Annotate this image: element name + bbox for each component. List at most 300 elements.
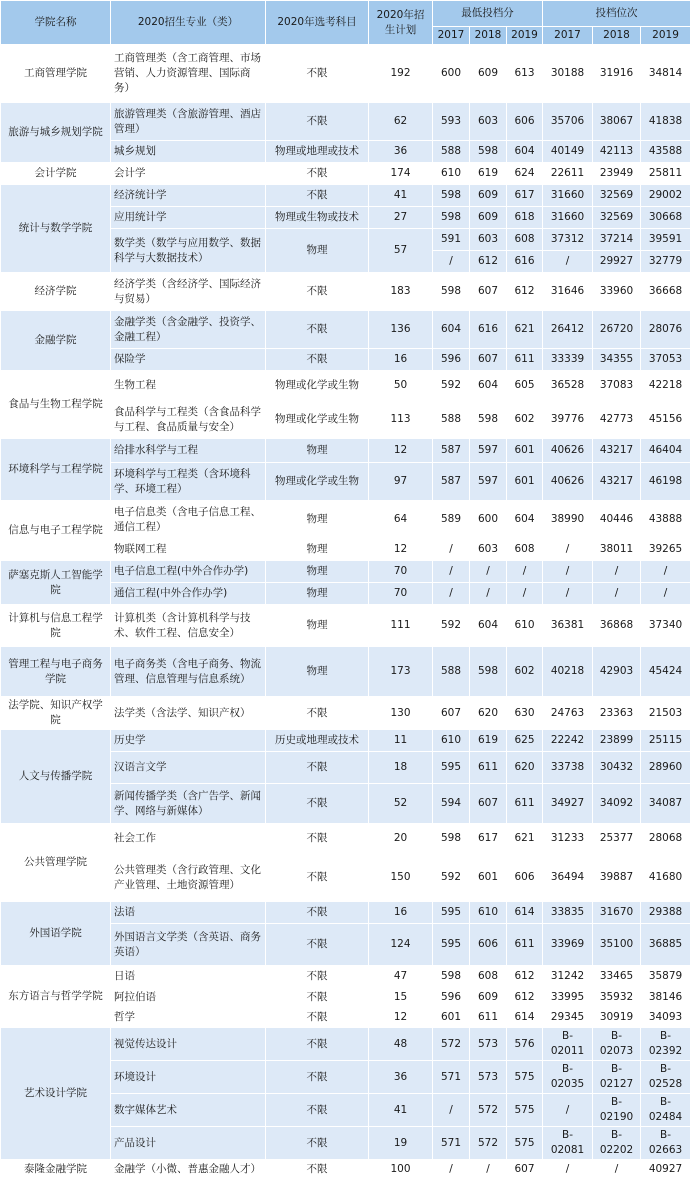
min-score-cell: 610	[433, 163, 470, 185]
rank-cell: 31670	[593, 902, 641, 924]
min-score-cell: 617	[507, 185, 543, 207]
rank-cell: B-02484	[641, 1094, 690, 1127]
plan-cell: 124	[369, 924, 433, 966]
rank-cell: B-02528	[641, 1061, 690, 1094]
subjects-cell: 物理或化学或生物	[266, 401, 369, 439]
rank-cell: 40218	[543, 647, 593, 697]
subjects-cell: 物理	[266, 539, 369, 561]
major-cell: 应用统计学	[111, 207, 266, 229]
rank-cell: 43217	[593, 439, 641, 463]
plan-cell: 136	[369, 311, 433, 349]
rank-cell: 42218	[641, 371, 690, 401]
major-cell: 环境设计	[111, 1061, 266, 1094]
plan-cell: 192	[369, 45, 433, 103]
rank-cell: 40626	[543, 439, 593, 463]
major-cell: 环境科学与工程类（含环境科学、环境工程）	[111, 463, 266, 501]
min-score-cell: 611	[507, 784, 543, 824]
rank-cell: 35100	[593, 924, 641, 966]
rank-cell: 36381	[543, 605, 593, 647]
min-score-cell: 610	[433, 730, 470, 752]
min-score-cell: 605	[507, 371, 543, 401]
min-score-cell: 609	[470, 988, 507, 1008]
plan-cell: 150	[369, 854, 433, 902]
rank-cell: 42903	[593, 647, 641, 697]
school-name-cell: 信息与电子工程学院	[1, 501, 111, 561]
min-score-cell: 616	[470, 311, 507, 349]
min-score-cell: 625	[507, 730, 543, 752]
plan-cell: 16	[369, 902, 433, 924]
rank-cell: 35879	[641, 966, 690, 988]
rank-cell: 39887	[593, 854, 641, 902]
rank-cell: 37083	[593, 371, 641, 401]
subjects-cell: 物理或地理或技术	[266, 141, 369, 163]
school-name-cell: 法学院、知识产权学院	[1, 697, 111, 730]
min-score-cell: 592	[433, 854, 470, 902]
table-body	[1, 45, 690, 1180]
major-cell: 数学类（数学与应用数学、数据科学与大数据技术）	[111, 229, 266, 273]
major-cell: 哲学	[111, 1008, 266, 1028]
rank-cell: /	[593, 561, 641, 583]
min-score-cell: 595	[433, 752, 470, 784]
min-score-cell: 573	[470, 1028, 507, 1061]
rank-cell: 36868	[593, 605, 641, 647]
rank-cell: 39591	[641, 229, 690, 251]
plan-cell: 62	[369, 103, 433, 141]
rank-cell: 46404	[641, 439, 690, 463]
rank-cell: 23363	[593, 697, 641, 730]
subjects-cell: 不限	[266, 988, 369, 1008]
min-score-cell: 621	[507, 824, 543, 854]
rank-cell: 23899	[593, 730, 641, 752]
major-cell: 金融学（小微、普惠金融人才）	[111, 1160, 266, 1180]
subjects-cell: 不限	[266, 45, 369, 103]
major-cell: 新闻传播学类（含广告学、新闻学、网络与新媒体）	[111, 784, 266, 824]
min-score-cell: 630	[507, 697, 543, 730]
subjects-cell: 不限	[266, 697, 369, 730]
min-score-cell: 614	[507, 902, 543, 924]
min-score-cell: 609	[470, 185, 507, 207]
rank-cell: 30919	[593, 1008, 641, 1028]
min-score-cell: 575	[507, 1127, 543, 1160]
min-score-cell: 604	[470, 605, 507, 647]
school-name-cell: 会计学院	[1, 163, 111, 185]
plan-cell: 12	[369, 1008, 433, 1028]
min-score-cell: 600	[470, 501, 507, 539]
min-score-cell: 602	[507, 401, 543, 439]
rank-cell: B-02081	[543, 1127, 593, 1160]
rank-cell: 34093	[641, 1008, 690, 1028]
rank-cell: /	[641, 583, 690, 605]
min-score-cell: 596	[433, 988, 470, 1008]
rank-cell: 30188	[543, 45, 593, 103]
rank-cell: B-02035	[543, 1061, 593, 1094]
rank-cell: 32569	[593, 185, 641, 207]
major-cell: 视觉传达设计	[111, 1028, 266, 1061]
school-name-cell: 统计与数学学院	[1, 185, 111, 273]
rank-cell: 31660	[543, 207, 593, 229]
min-score-cell: /	[433, 251, 470, 273]
rank-cell: 34927	[543, 784, 593, 824]
rank-cell: 45156	[641, 401, 690, 439]
plan-cell: 64	[369, 501, 433, 539]
rank-cell: B-02073	[593, 1028, 641, 1061]
table-row	[1, 1028, 690, 1061]
rank-cell: 33960	[593, 273, 641, 311]
rank-cell: 40446	[593, 501, 641, 539]
min-score-cell: 571	[433, 1061, 470, 1094]
min-score-cell: 598	[470, 141, 507, 163]
min-score-cell: /	[507, 583, 543, 605]
min-score-cell: /	[470, 583, 507, 605]
subjects-cell: 物理或化学或生物	[266, 371, 369, 401]
rank-cell: B-02202	[593, 1127, 641, 1160]
table-row	[1, 501, 690, 539]
rank-cell: 38011	[593, 539, 641, 561]
header-score-year: 2019	[507, 27, 543, 45]
major-cell: 日语	[111, 966, 266, 988]
school-name-cell: 公共管理学院	[1, 824, 111, 902]
subjects-cell: 历史或地理或技术	[266, 730, 369, 752]
rank-cell: 36528	[543, 371, 593, 401]
rank-cell: 36494	[543, 854, 593, 902]
subjects-cell: 不限	[266, 1008, 369, 1028]
min-score-cell: 598	[433, 207, 470, 229]
min-score-cell: 587	[433, 439, 470, 463]
subjects-cell: 物理	[266, 501, 369, 539]
min-score-cell: 604	[470, 371, 507, 401]
min-score-cell: 589	[433, 501, 470, 539]
min-score-cell: 609	[470, 207, 507, 229]
rank-cell: 26720	[593, 311, 641, 349]
header-score-year: 2017	[433, 27, 470, 45]
header-major: 2020招生专业（类）	[111, 1, 266, 45]
rank-cell: 40927	[641, 1160, 690, 1180]
school-name-cell: 东方语言与哲学学院	[1, 966, 111, 1028]
plan-cell: 97	[369, 463, 433, 501]
school-name-cell: 管理工程与电子商务学院	[1, 647, 111, 697]
min-score-cell: 591	[433, 229, 470, 251]
min-score-cell: /	[507, 561, 543, 583]
min-score-cell: 602	[507, 647, 543, 697]
rank-cell: /	[543, 561, 593, 583]
rank-cell: 36885	[641, 924, 690, 966]
rank-cell: 41680	[641, 854, 690, 902]
rank-cell: 31233	[543, 824, 593, 854]
min-score-cell: 610	[507, 605, 543, 647]
subjects-cell: 不限	[266, 1127, 369, 1160]
major-cell: 旅游管理类（含旅游管理、酒店管理）	[111, 103, 266, 141]
min-score-cell: 607	[470, 349, 507, 371]
header-rank-year: 2018	[593, 27, 641, 45]
plan-cell: 113	[369, 401, 433, 439]
min-score-cell: 611	[470, 752, 507, 784]
min-score-cell: /	[470, 1160, 507, 1180]
rank-cell: 33969	[543, 924, 593, 966]
min-score-cell: 594	[433, 784, 470, 824]
rank-cell: B-02663	[641, 1127, 690, 1160]
school-name-cell: 泰隆金融学院	[1, 1160, 111, 1180]
min-score-cell: 592	[433, 605, 470, 647]
rank-cell: B-02392	[641, 1028, 690, 1061]
min-score-cell: 598	[433, 824, 470, 854]
plan-cell: 174	[369, 163, 433, 185]
rank-cell: 31242	[543, 966, 593, 988]
min-score-cell: 612	[507, 988, 543, 1008]
major-cell: 保险学	[111, 349, 266, 371]
plan-cell: 70	[369, 583, 433, 605]
min-score-cell: 607	[507, 1160, 543, 1180]
school-name-cell: 工商管理学院	[1, 45, 111, 103]
major-cell: 食品科学与工程类（含食品科学与工程、食品质量与安全）	[111, 401, 266, 439]
subjects-cell: 物理	[266, 647, 369, 697]
table-row	[1, 1160, 690, 1180]
major-cell: 通信工程(中外合作办学)	[111, 583, 266, 605]
plan-cell: 15	[369, 988, 433, 1008]
subjects-cell: 不限	[266, 824, 369, 854]
rank-cell: 31646	[543, 273, 593, 311]
min-score-cell: 608	[507, 539, 543, 561]
rank-cell: 33465	[593, 966, 641, 988]
rank-cell: 33835	[543, 902, 593, 924]
min-score-cell: 576	[507, 1028, 543, 1061]
rank-cell: 32779	[641, 251, 690, 273]
table-row	[1, 45, 690, 103]
min-score-cell: 619	[470, 163, 507, 185]
plan-cell: 12	[369, 439, 433, 463]
rank-cell: 39265	[641, 539, 690, 561]
rank-cell: 29345	[543, 1008, 593, 1028]
min-score-cell: 612	[507, 273, 543, 311]
subjects-cell: 物理或化学或生物	[266, 463, 369, 501]
rank-cell: /	[543, 1160, 593, 1180]
rank-cell: 29002	[641, 185, 690, 207]
min-score-cell: 601	[433, 1008, 470, 1028]
plan-cell: 48	[369, 1028, 433, 1061]
major-cell: 外国语言文学类（含英语、商务英语）	[111, 924, 266, 966]
min-score-cell: /	[433, 561, 470, 583]
min-score-cell: 598	[433, 185, 470, 207]
min-score-cell: 620	[470, 697, 507, 730]
rank-cell: 43217	[593, 463, 641, 501]
major-cell: 生物工程	[111, 371, 266, 401]
min-score-cell: 572	[470, 1094, 507, 1127]
major-cell: 产品设计	[111, 1127, 266, 1160]
subjects-cell: 不限	[266, 902, 369, 924]
plan-cell: 52	[369, 784, 433, 824]
school-name-cell: 计算机与信息工程学院	[1, 605, 111, 647]
min-score-cell: 620	[507, 752, 543, 784]
header-plan: 2020年招生计划	[369, 1, 433, 45]
rank-cell: 42113	[593, 141, 641, 163]
rank-cell: 33738	[543, 752, 593, 784]
rank-cell: B-02011	[543, 1028, 593, 1061]
min-score-cell: 607	[433, 697, 470, 730]
header-rank: 投档位次	[543, 1, 690, 27]
min-score-cell: 604	[507, 141, 543, 163]
rank-cell: 39776	[543, 401, 593, 439]
min-score-cell: 595	[433, 924, 470, 966]
min-score-cell: /	[433, 583, 470, 605]
min-score-cell: 595	[433, 902, 470, 924]
min-score-cell: 611	[507, 924, 543, 966]
rank-cell: 30432	[593, 752, 641, 784]
school-name-cell: 艺术设计学院	[1, 1028, 111, 1160]
min-score-cell: 571	[433, 1127, 470, 1160]
rank-cell: 37340	[641, 605, 690, 647]
min-score-cell: 608	[507, 229, 543, 251]
major-cell: 经济学类（含经济学、国际经济与贸易）	[111, 273, 266, 311]
min-score-cell: /	[433, 539, 470, 561]
table-row	[1, 103, 690, 141]
table-row	[1, 605, 690, 647]
min-score-cell: 587	[433, 463, 470, 501]
min-score-cell: 617	[470, 824, 507, 854]
major-cell: 给排水科学与工程	[111, 439, 266, 463]
min-score-cell: 601	[470, 854, 507, 902]
header-score-year: 2018	[470, 27, 507, 45]
rank-cell: 35706	[543, 103, 593, 141]
plan-cell: 70	[369, 561, 433, 583]
min-score-cell: 600	[433, 45, 470, 103]
plan-cell: 130	[369, 697, 433, 730]
rank-cell: /	[543, 251, 593, 273]
school-name-cell: 食品与生物工程学院	[1, 371, 111, 439]
min-score-cell: 592	[433, 371, 470, 401]
min-score-cell: 611	[470, 1008, 507, 1028]
plan-cell: 100	[369, 1160, 433, 1180]
rank-cell: 43888	[641, 501, 690, 539]
table-row	[1, 697, 690, 730]
rank-cell: 35932	[593, 988, 641, 1008]
rank-cell: 31660	[543, 185, 593, 207]
rank-cell: 28068	[641, 824, 690, 854]
rank-cell: 31916	[593, 45, 641, 103]
plan-cell: 41	[369, 185, 433, 207]
table-row	[1, 185, 690, 207]
min-score-cell: /	[470, 561, 507, 583]
rank-cell: 22611	[543, 163, 593, 185]
rank-cell: 28960	[641, 752, 690, 784]
major-cell: 社会工作	[111, 824, 266, 854]
table-row	[1, 824, 690, 854]
rank-cell: 34087	[641, 784, 690, 824]
major-cell: 会计学	[111, 163, 266, 185]
subjects-cell: 物理	[266, 229, 369, 273]
table-row	[1, 371, 690, 401]
rank-cell: 40149	[543, 141, 593, 163]
rank-cell: 25115	[641, 730, 690, 752]
subjects-cell: 物理	[266, 605, 369, 647]
min-score-cell: 608	[470, 966, 507, 988]
school-name-cell: 经济学院	[1, 273, 111, 311]
min-score-cell: 588	[433, 401, 470, 439]
table-row	[1, 966, 690, 988]
min-score-cell: 597	[470, 439, 507, 463]
subjects-cell: 不限	[266, 752, 369, 784]
plan-cell: 111	[369, 605, 433, 647]
subjects-cell: 物理或生物或技术	[266, 207, 369, 229]
min-score-cell: 619	[470, 730, 507, 752]
school-name-cell: 萨塞克斯人工智能学院	[1, 561, 111, 605]
min-score-cell: 612	[507, 966, 543, 988]
header-rank-year: 2019	[641, 27, 690, 45]
min-score-cell: 603	[470, 229, 507, 251]
min-score-cell: 601	[507, 439, 543, 463]
min-score-cell: 621	[507, 311, 543, 349]
subjects-cell: 不限	[266, 784, 369, 824]
plan-cell: 11	[369, 730, 433, 752]
min-score-cell: 624	[507, 163, 543, 185]
rank-cell: 32569	[593, 207, 641, 229]
min-score-cell: 598	[470, 401, 507, 439]
subjects-cell: 物理	[266, 561, 369, 583]
min-score-cell: 611	[507, 349, 543, 371]
rank-cell: 36668	[641, 273, 690, 311]
rank-cell: 38990	[543, 501, 593, 539]
major-cell: 物联网工程	[111, 539, 266, 561]
subjects-cell: 物理	[266, 439, 369, 463]
major-cell: 电子商务类（含电子商务、物流管理、信息管理与信息系统）	[111, 647, 266, 697]
rank-cell: 22242	[543, 730, 593, 752]
subjects-cell: 不限	[266, 1028, 369, 1061]
min-score-cell: 606	[507, 103, 543, 141]
plan-cell: 36	[369, 141, 433, 163]
min-score-cell: 610	[470, 902, 507, 924]
min-score-cell: 607	[470, 784, 507, 824]
major-cell: 历史学	[111, 730, 266, 752]
subjects-cell: 物理	[266, 583, 369, 605]
min-score-cell: 618	[507, 207, 543, 229]
rank-cell: 46198	[641, 463, 690, 501]
subjects-cell: 不限	[266, 924, 369, 966]
header-min-score: 最低投档分	[433, 1, 543, 27]
major-cell: 法学类（含法学、知识产权）	[111, 697, 266, 730]
plan-cell: 57	[369, 229, 433, 273]
header-rank-year: 2017	[543, 27, 593, 45]
major-cell: 公共管理类（含行政管理、文化产业管理、土地资源管理）	[111, 854, 266, 902]
min-score-cell: 603	[470, 103, 507, 141]
plan-cell: 19	[369, 1127, 433, 1160]
min-score-cell: 588	[433, 647, 470, 697]
plan-cell: 20	[369, 824, 433, 854]
min-score-cell: 588	[433, 141, 470, 163]
rank-cell: 34355	[593, 349, 641, 371]
rank-cell: 28076	[641, 311, 690, 349]
rank-cell: 25377	[593, 824, 641, 854]
rank-cell: /	[593, 1160, 641, 1180]
min-score-cell: 598	[433, 966, 470, 988]
min-score-cell: 606	[470, 924, 507, 966]
table-row	[1, 730, 690, 752]
school-name-cell: 环境科学与工程学院	[1, 439, 111, 501]
school-name-cell: 金融学院	[1, 311, 111, 371]
school-name-cell: 旅游与城乡规划学院	[1, 103, 111, 163]
plan-cell: 41	[369, 1094, 433, 1127]
rank-cell: /	[543, 539, 593, 561]
major-cell: 计算机类（含计算机科学与技术、软件工程、信息安全）	[111, 605, 266, 647]
plan-cell: 12	[369, 539, 433, 561]
min-score-cell: 596	[433, 349, 470, 371]
rank-cell: /	[543, 1094, 593, 1127]
header-subjects: 2020年选考科目	[266, 1, 369, 45]
school-name-cell: 人文与传播学院	[1, 730, 111, 824]
rank-cell: 34814	[641, 45, 690, 103]
plan-cell: 16	[369, 349, 433, 371]
rank-cell: /	[641, 561, 690, 583]
min-score-cell: /	[433, 1094, 470, 1127]
subjects-cell: 不限	[266, 1094, 369, 1127]
rank-cell: B-02190	[593, 1094, 641, 1127]
